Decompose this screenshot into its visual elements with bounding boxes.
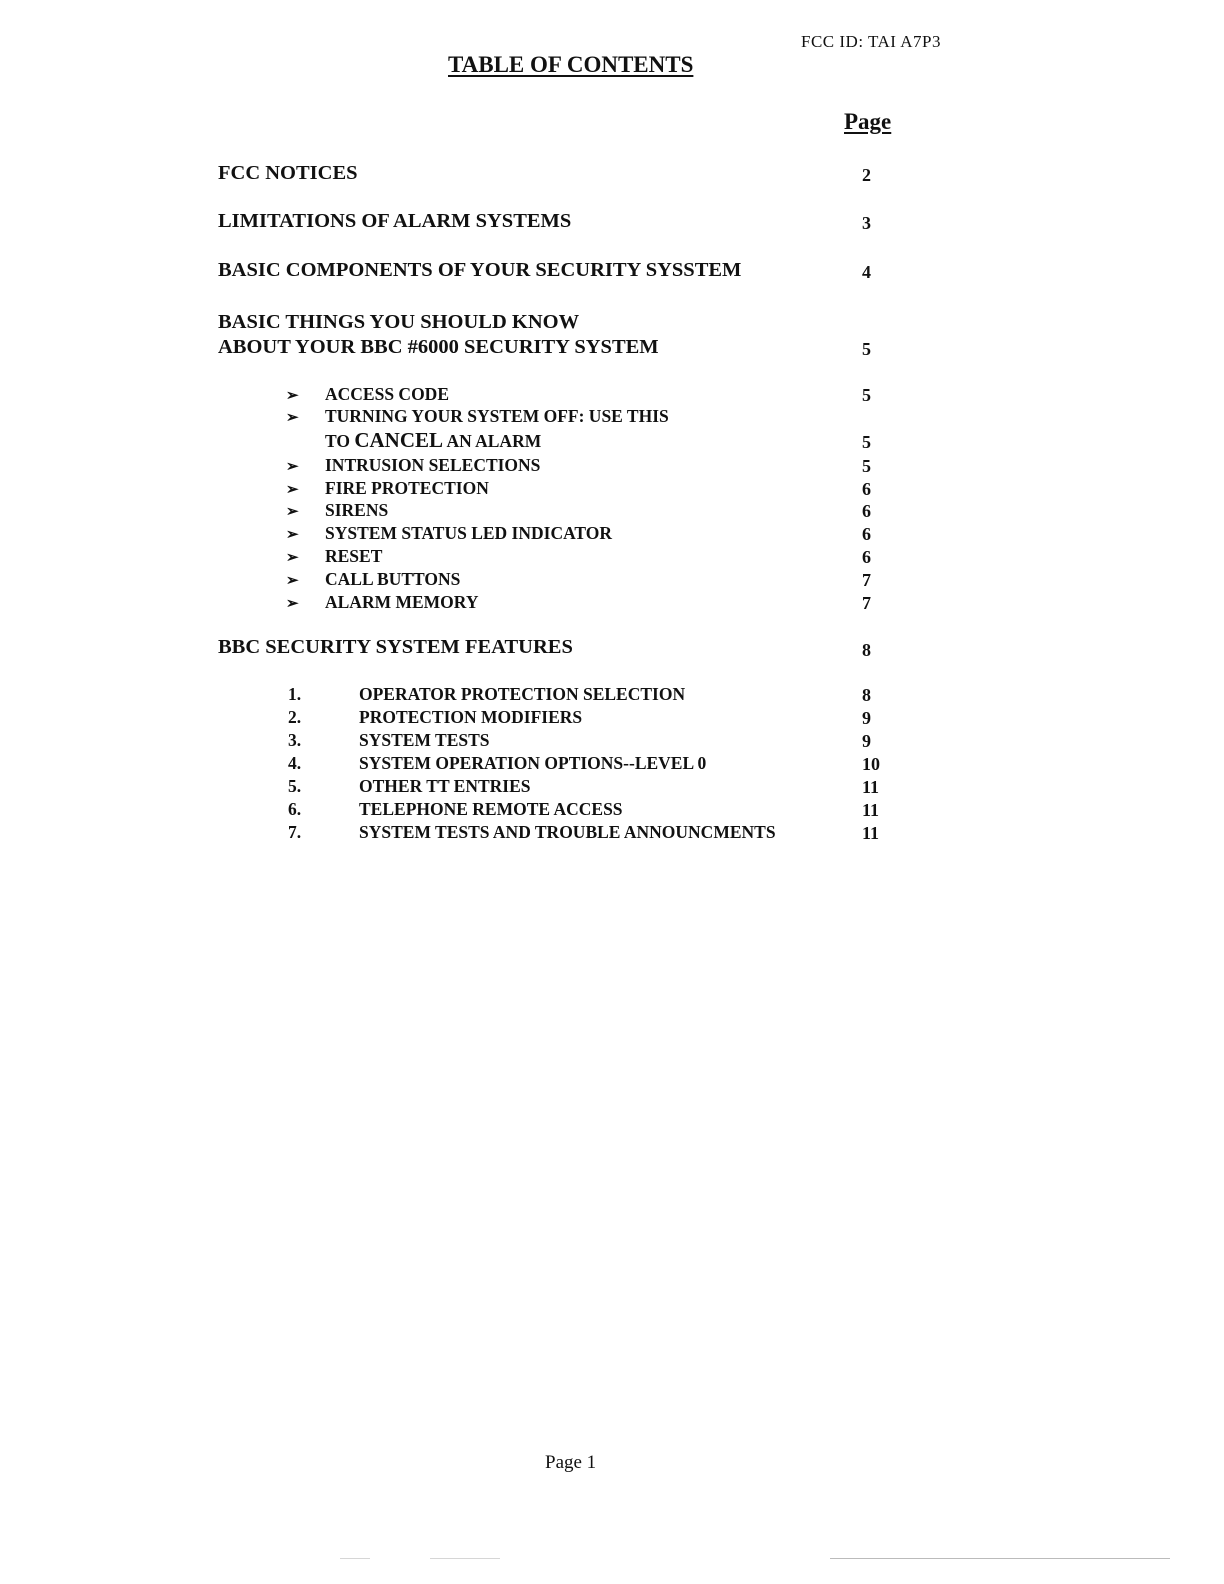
- page-title: TABLE OF CONTENTS: [448, 52, 694, 77]
- toc-section-title: BBC SECURITY SYSTEM FEATURES: [218, 636, 573, 658]
- toc-section-page: 4: [862, 262, 871, 282]
- bullet-arrow-icon: ➢: [286, 410, 299, 426]
- feature-page: 11: [862, 777, 880, 797]
- toc-bullet-label: FIRE PROTECTION: [325, 478, 489, 498]
- toc-bullet-label: RESET: [325, 546, 383, 566]
- feature-page: 11: [862, 823, 880, 843]
- toc-section-title-line1: BASIC THINGS YOU SHOULD KNOW: [218, 311, 580, 333]
- feature-label: PROTECTION MODIFIERS: [359, 707, 583, 727]
- bullet-arrow-icon: ➢: [286, 504, 299, 520]
- feature-number: 7.: [288, 822, 302, 842]
- toc-section-title-line2: ABOUT YOUR BBC #6000 SECURITY SYSTEM: [218, 336, 659, 358]
- feature-label: SYSTEM OPERATION OPTIONS--LEVEL 0: [359, 753, 707, 773]
- toc-bullet-page: 6: [862, 547, 871, 567]
- toc-section-page: 5: [862, 339, 871, 359]
- bullet-arrow-icon: ➢: [286, 459, 299, 475]
- feature-page: 9: [862, 731, 871, 751]
- toc-bullet-label: SYSTEM STATUS LED INDICATOR: [325, 523, 613, 543]
- feature-label: SYSTEM TESTS: [359, 730, 490, 750]
- toc-section-page: 8: [862, 640, 871, 660]
- feature-number: 3.: [288, 730, 302, 750]
- page-number-footer: Page 1: [545, 1452, 597, 1473]
- feature-number: 1.: [288, 684, 302, 704]
- feature-page: 10: [862, 754, 880, 774]
- toc-section-title: LIMITATIONS OF ALARM SYSTEMS: [218, 210, 572, 232]
- toc-bullet-label-line2: TO CANCEL AN ALARM: [325, 428, 542, 452]
- toc-bullet-label: ALARM MEMORY: [325, 592, 479, 612]
- toc-section-page: 2: [862, 165, 871, 185]
- feature-page: 9: [862, 708, 871, 728]
- toc-bullet-page: 6: [862, 479, 871, 499]
- toc-bullet-page: 5: [862, 456, 871, 476]
- feature-number: 4.: [288, 753, 302, 773]
- toc-bullet-page: 5: [862, 385, 871, 405]
- toc-bullet-label-line1: TURNING YOUR SYSTEM OFF: USE THIS: [325, 406, 669, 426]
- toc-bullet-page: 6: [862, 524, 871, 544]
- toc-section-title: FCC NOTICES: [218, 162, 358, 184]
- toc-bullet-label: INTRUSION SELECTIONS: [325, 455, 541, 475]
- feature-number: 2.: [288, 707, 302, 727]
- bullet-arrow-icon: ➢: [286, 596, 299, 612]
- bullet-arrow-icon: ➢: [286, 527, 299, 543]
- toc-bullet-page: 6: [862, 501, 871, 521]
- feature-page: 11: [862, 800, 880, 820]
- scan-artifact-line: [830, 1558, 1170, 1559]
- toc-section-page: 3: [862, 213, 871, 233]
- fcc-id-label: FCC ID: TAI A7P3: [801, 32, 941, 51]
- toc-bullet-page: 5: [862, 432, 871, 452]
- feature-number: 6.: [288, 799, 302, 819]
- feature-label: OTHER TT ENTRIES: [359, 776, 531, 796]
- bullet-arrow-icon: ➢: [286, 573, 299, 589]
- toc-bullet-page: 7: [862, 593, 871, 613]
- feature-label: TELEPHONE REMOTE ACCESS: [359, 799, 623, 819]
- scan-artifact-line: [340, 1558, 370, 1559]
- toc-bullet-label: SIRENS: [325, 500, 389, 520]
- bullet-arrow-icon: ➢: [286, 388, 299, 404]
- toc-bullet-page: 7: [862, 570, 871, 590]
- toc-section-title: BASIC COMPONENTS OF YOUR SECURITY SYSSTEM: [218, 259, 742, 281]
- feature-number: 5.: [288, 776, 302, 796]
- toc-bullet-label: ACCESS CODE: [325, 384, 449, 404]
- feature-label: OPERATOR PROTECTION SELECTION: [359, 684, 686, 704]
- bullet-arrow-icon: ➢: [286, 482, 299, 498]
- toc-bullet-label: CALL BUTTONS: [325, 569, 461, 589]
- bullet-arrow-icon: ➢: [286, 550, 299, 566]
- feature-label: SYSTEM TESTS AND TROUBLE ANNOUNCMENTS: [359, 822, 776, 842]
- feature-page: 8: [862, 685, 871, 705]
- page-column-header: Page: [844, 109, 892, 134]
- scan-artifact-line: [430, 1558, 500, 1559]
